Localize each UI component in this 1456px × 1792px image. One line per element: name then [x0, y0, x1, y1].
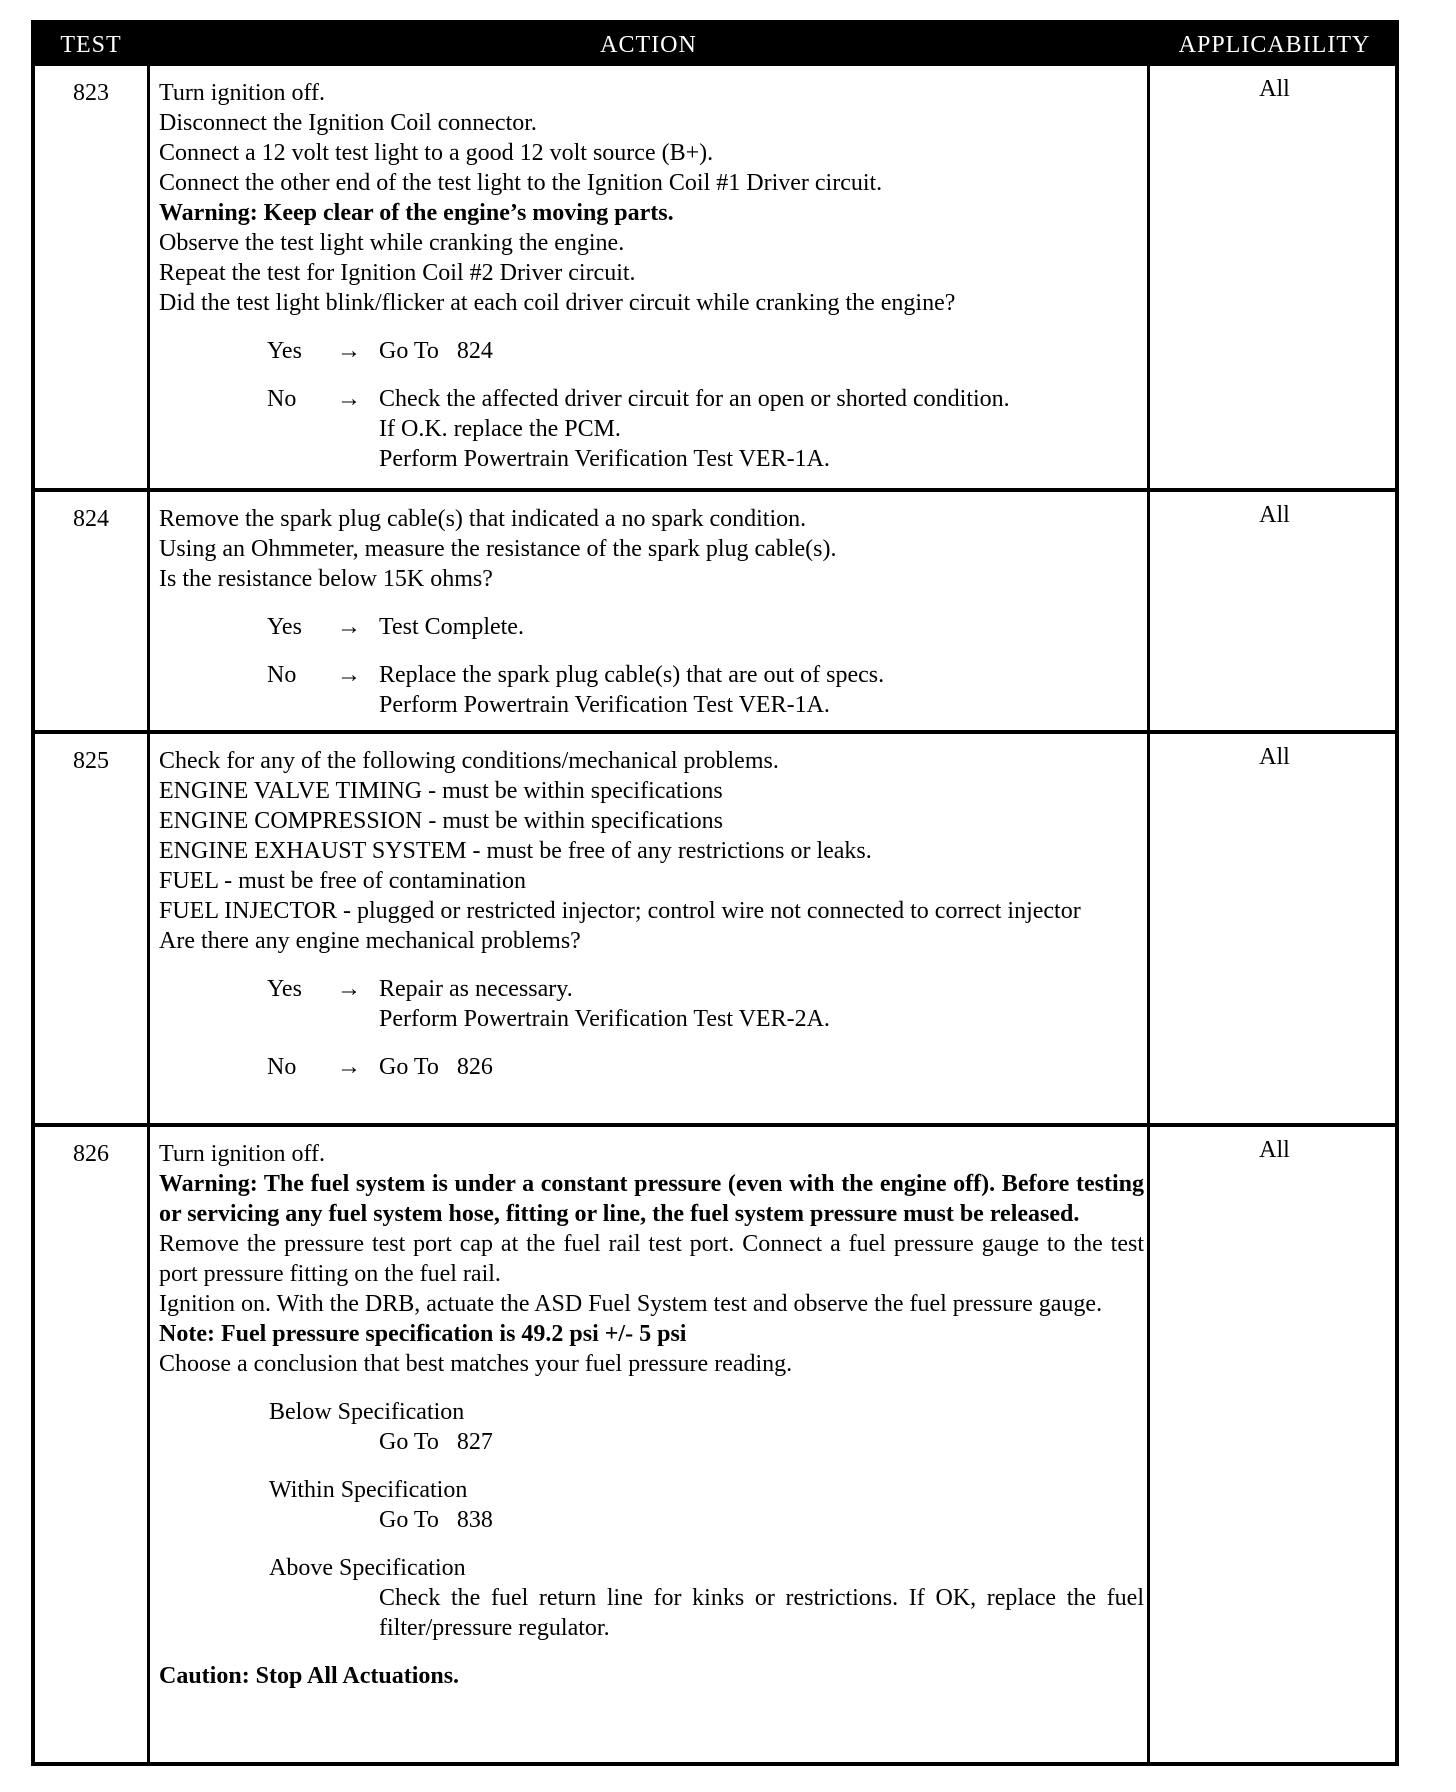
conclusion-label: Above Specification: [269, 1555, 466, 1581]
answer-key: Yes: [267, 338, 302, 364]
action-cell: [159, 1139, 1144, 1691]
answer-yes: [159, 974, 1144, 1034]
table-header: [35, 24, 1395, 66]
conclusion-within: [159, 1475, 1144, 1535]
answer-text: Perform Powertrain Verification Test VER-1A.: [379, 446, 830, 472]
action-line: ENGINE VALVE TIMING - must be within specifications: [159, 778, 723, 804]
header-test: TEST: [60, 32, 122, 58]
answer-yes: [159, 336, 1144, 366]
answer-text: Check the affected driver circuit for an open or shorted condition.: [379, 386, 1010, 412]
answer-key: No: [267, 386, 297, 412]
action-line: Turn ignition off.: [159, 80, 326, 106]
warning-line: Warning: The fuel system is under a constant pressure (even with the engine off). Before testing or servicing any fuel system hose, fitting or line, the fuel system pressure must be released.: [159, 1171, 1144, 1227]
answer-text: Perform Powertrain Verification Test VER-2A.: [379, 1006, 830, 1032]
action-line: ENGINE EXHAUST SYSTEM - must be free of any restrictions or leaks.: [159, 838, 872, 864]
answer-text: Replace the spark plug cable(s) that are out of specs.: [379, 662, 885, 688]
conclusion-label: Below Specification: [269, 1399, 465, 1425]
answer-key: No: [267, 1054, 297, 1080]
action-line: Using an Ohmmeter, measure the resistance of the spark plug cable(s).: [159, 536, 837, 562]
arrow-icon: →: [337, 338, 361, 364]
action-line: Observe the test light while cranking the engine.: [159, 230, 625, 256]
question-line: Is the resistance below 15K ohms?: [159, 566, 493, 592]
action-cell: [159, 504, 1144, 720]
table-row-826: [35, 1127, 1395, 1767]
answer-key: Yes: [267, 976, 302, 1002]
table-row-823: [35, 66, 1395, 488]
applicability-value: All: [1259, 1137, 1290, 1163]
action-line: Check for any of the following conditions/mechanical problems.: [159, 748, 779, 774]
answer-key: No: [267, 662, 297, 688]
applicability-value: All: [1259, 502, 1290, 528]
answer-text: Repair as necessary.: [379, 976, 573, 1002]
test-number: 825: [73, 748, 109, 774]
action-line: Repeat the test for Ignition Coil #2 Driver circuit.: [159, 260, 636, 286]
action-line: Connect the other end of the test light to the Ignition Coil #1 Driver circuit.: [159, 170, 883, 196]
answer-text: If O.K. replace the PCM.: [379, 416, 621, 442]
answer-no: [159, 660, 1144, 720]
action-line: Remove the spark plug cable(s) that indicated a no spark condition.: [159, 506, 807, 532]
answer-text: Test Complete.: [379, 614, 524, 640]
test-number: 824: [73, 506, 109, 532]
arrow-icon: →: [337, 662, 361, 688]
applicability-value: All: [1259, 744, 1290, 770]
action-line: Remove the pressure test port cap at the fuel rail test port. Connect a fuel pressure gauge to the test port pressure fitting on the fuel rail.: [159, 1231, 1144, 1287]
table-row-825: [35, 734, 1395, 1123]
procedure-table: [31, 20, 1399, 1766]
conclusion-value: Check the fuel return line for kinks or restrictions. If OK, replace the fuel filter/pressure regulator.: [379, 1585, 1144, 1641]
action-line: Ignition on. With the DRB, actuate the ASD Fuel System test and observe the fuel pressure gauge.: [159, 1291, 1103, 1317]
arrow-icon: →: [337, 386, 361, 412]
conclusion-below: [159, 1397, 1144, 1457]
arrow-icon: →: [337, 1054, 361, 1080]
action-line: Turn ignition off.: [159, 1141, 326, 1167]
warning-line: Warning: Keep clear of the engine’s moving parts.: [159, 200, 674, 226]
test-number: 823: [73, 80, 109, 106]
header-action: ACTION: [600, 32, 697, 58]
answer-text: Perform Powertrain Verification Test VER-1A.: [379, 692, 830, 718]
caution-line: Caution: Stop All Actuations.: [159, 1663, 460, 1689]
answer-yes: [159, 612, 1144, 642]
conclusion-label: Within Specification: [269, 1477, 468, 1503]
action-line: Disconnect the Ignition Coil connector.: [159, 110, 537, 136]
header-applicability: APPLICABILITY: [1178, 32, 1371, 58]
answer-key: Yes: [267, 614, 302, 640]
action-line: FUEL INJECTOR - plugged or restricted injector; control wire not connected to correct injector: [159, 898, 1081, 924]
answer-no: [159, 1052, 1144, 1082]
answer-text: Go To 824: [379, 338, 493, 364]
conclusion-above: [159, 1553, 1144, 1643]
answer-no: [159, 384, 1144, 474]
applicability-value: All: [1259, 76, 1290, 102]
arrow-icon: →: [337, 976, 361, 1002]
action-line: FUEL - must be free of contamination: [159, 868, 527, 894]
action-line: ENGINE COMPRESSION - must be within specifications: [159, 808, 723, 834]
conclusion-value: Go To 838: [379, 1507, 493, 1533]
test-number: 826: [73, 1141, 109, 1167]
action-cell: [159, 78, 1144, 474]
question-line: Did the test light blink/flicker at each coil driver circuit while cranking the engine?: [159, 290, 956, 316]
action-line: Choose a conclusion that best matches your fuel pressure reading.: [159, 1351, 793, 1377]
conclusion-value: Go To 827: [379, 1429, 493, 1455]
action-cell: [159, 746, 1144, 1082]
question-line: Are there any engine mechanical problems?: [159, 928, 581, 954]
answer-text: Go To 826: [379, 1054, 493, 1080]
arrow-icon: →: [337, 614, 361, 640]
action-line: Connect a 12 volt test light to a good 12 volt source (B+).: [159, 140, 714, 166]
note-line: Note: Fuel pressure specification is 49.2 psi +/- 5 psi: [159, 1321, 687, 1347]
table-row-824: [35, 492, 1395, 730]
